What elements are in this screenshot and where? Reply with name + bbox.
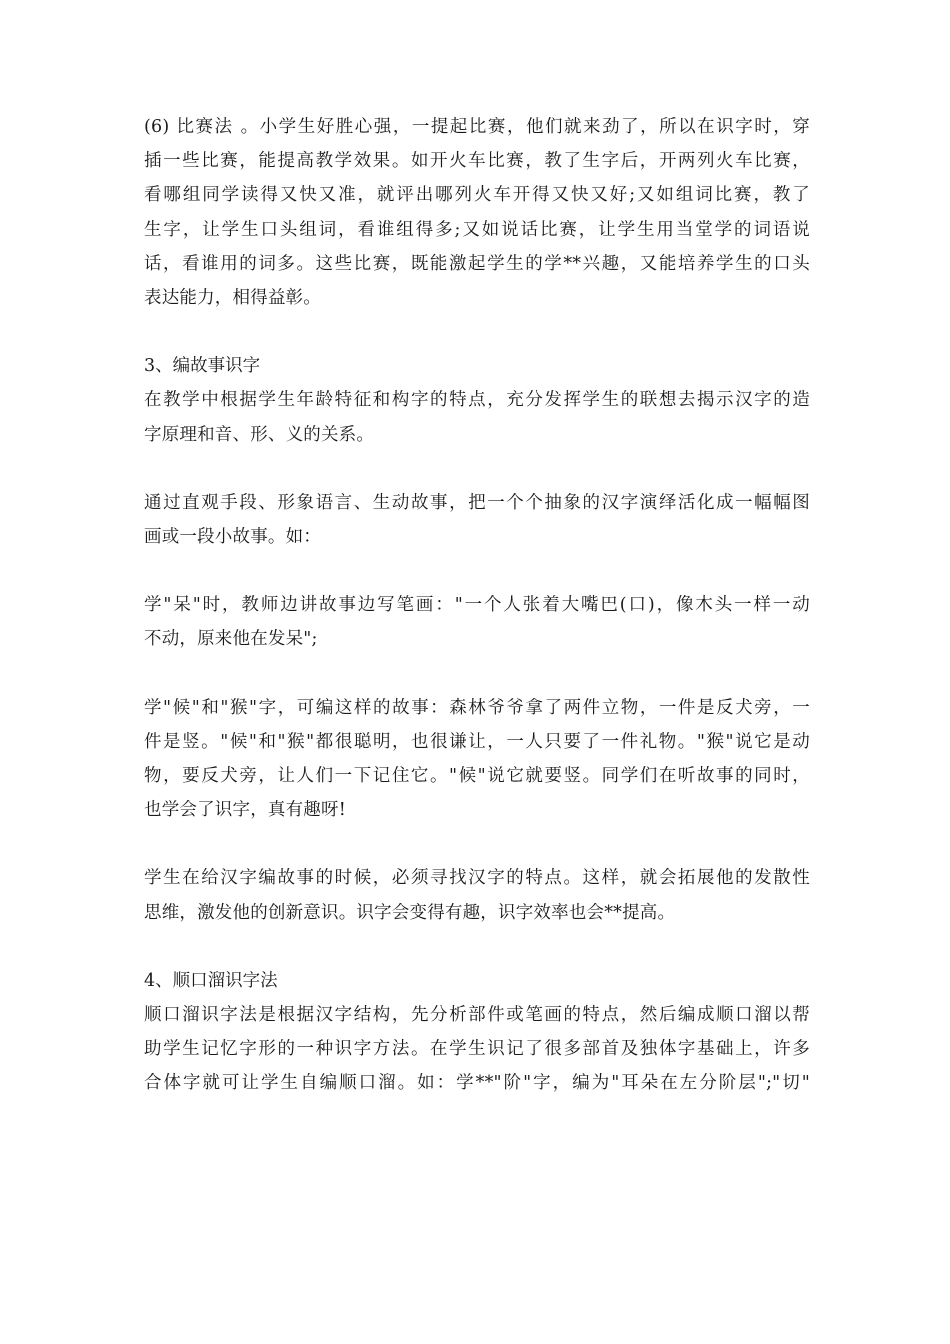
- text-line: 助学生记忆字形的一种识字方法。在学生识记了很多部首及独体字基础上，许多: [144, 1039, 810, 1060]
- section-heading-3: 3、编故事识字: [144, 356, 261, 377]
- paragraph-example-hou: [144, 691, 810, 828]
- text-line: 合体字就可让学生自编顺口溜。如：学**"阶"字，编为"耳朵在左分阶层";"切": [144, 1073, 810, 1094]
- text-line: 字原理和音、形、义的关系。: [144, 424, 375, 445]
- text-line: 学"呆"时，教师边讲故事边写笔画："一个人张着大嘴巴(口)，像木头一样一动: [144, 595, 810, 616]
- section-heading-4: 4、顺口溜识字法: [144, 970, 278, 991]
- paragraph-story-intro: [144, 383, 810, 451]
- text-line: 插一些比赛，能提高教学效果。如开火车比赛，教了生字后，开两列火车比赛，: [144, 151, 810, 172]
- spacer: [144, 452, 810, 486]
- spacer: [144, 930, 810, 964]
- text-line: 生字，让学生口头组词，看谁组得多;又如说话比赛，让学生用当堂学的词语说: [144, 219, 810, 240]
- text-line: 画或一段小故事。如：: [144, 527, 321, 548]
- spacer: [144, 827, 810, 861]
- text-line: 学"候"和"猴"字，可编这样的故事：森林爷爷拿了两件立物，一件是反犬旁，一: [144, 697, 810, 718]
- document-page: [144, 110, 810, 1101]
- text-line: 在教学中根据学生年龄特征和构字的特点，充分发挥学生的联想去揭示汉字的造: [144, 390, 810, 411]
- text-line: (6) 比赛法 。小学生好胜心强，一提起比赛，他们就来劲了，所以在识字时，穿: [144, 117, 810, 137]
- text-line: 通过直观手段、形象语言、生动故事，把一个个抽象的汉字演绎活化成一幅幅图: [144, 492, 810, 513]
- spacer: [144, 554, 810, 588]
- text-line: 表达能力，相得益彰。: [144, 288, 321, 309]
- paragraph-rhyme-method: [144, 998, 810, 1101]
- text-line: 思维，激发他的创新意识。识字会变得有趣，识字效率也会**提高。: [144, 902, 676, 923]
- paragraph-example-dai: [144, 588, 810, 656]
- text-line: 学生在给汉字编故事的时候，必须寻找汉字的特点。这样，就会拓展他的发散性: [144, 868, 810, 889]
- text-line: 看哪组同学读得又快又准，就评出哪列火车开得又快又好;又如组词比赛，教了: [144, 185, 810, 206]
- text-line: 也学会了识字，真有趣呀!: [144, 800, 346, 821]
- text-line: 不动，原来他在发呆";: [144, 629, 318, 650]
- text-line: 物，要反犬旁，让人们一下记住它。"候"说它就要竖。同学们在听故事的同时，: [144, 766, 810, 787]
- text-line: 话，看谁用的词多。这些比赛，既能激起学生的学**兴趣，又能培养学生的口头: [144, 253, 810, 274]
- paragraph-story-benefit: [144, 861, 810, 929]
- paragraph-competition-method: [144, 110, 810, 315]
- paragraph-story-method: [144, 486, 810, 554]
- text-line: 件是竖。"候"和"猴"都很聪明，也很谦让，一人只要了一件礼物。"猴"说它是动: [144, 731, 810, 752]
- spacer: [144, 315, 810, 349]
- text-line: 顺口溜识字法是根据汉字结构，先分析部件或笔画的特点，然后编成顺口溜以帮: [144, 1005, 810, 1026]
- spacer: [144, 657, 810, 691]
